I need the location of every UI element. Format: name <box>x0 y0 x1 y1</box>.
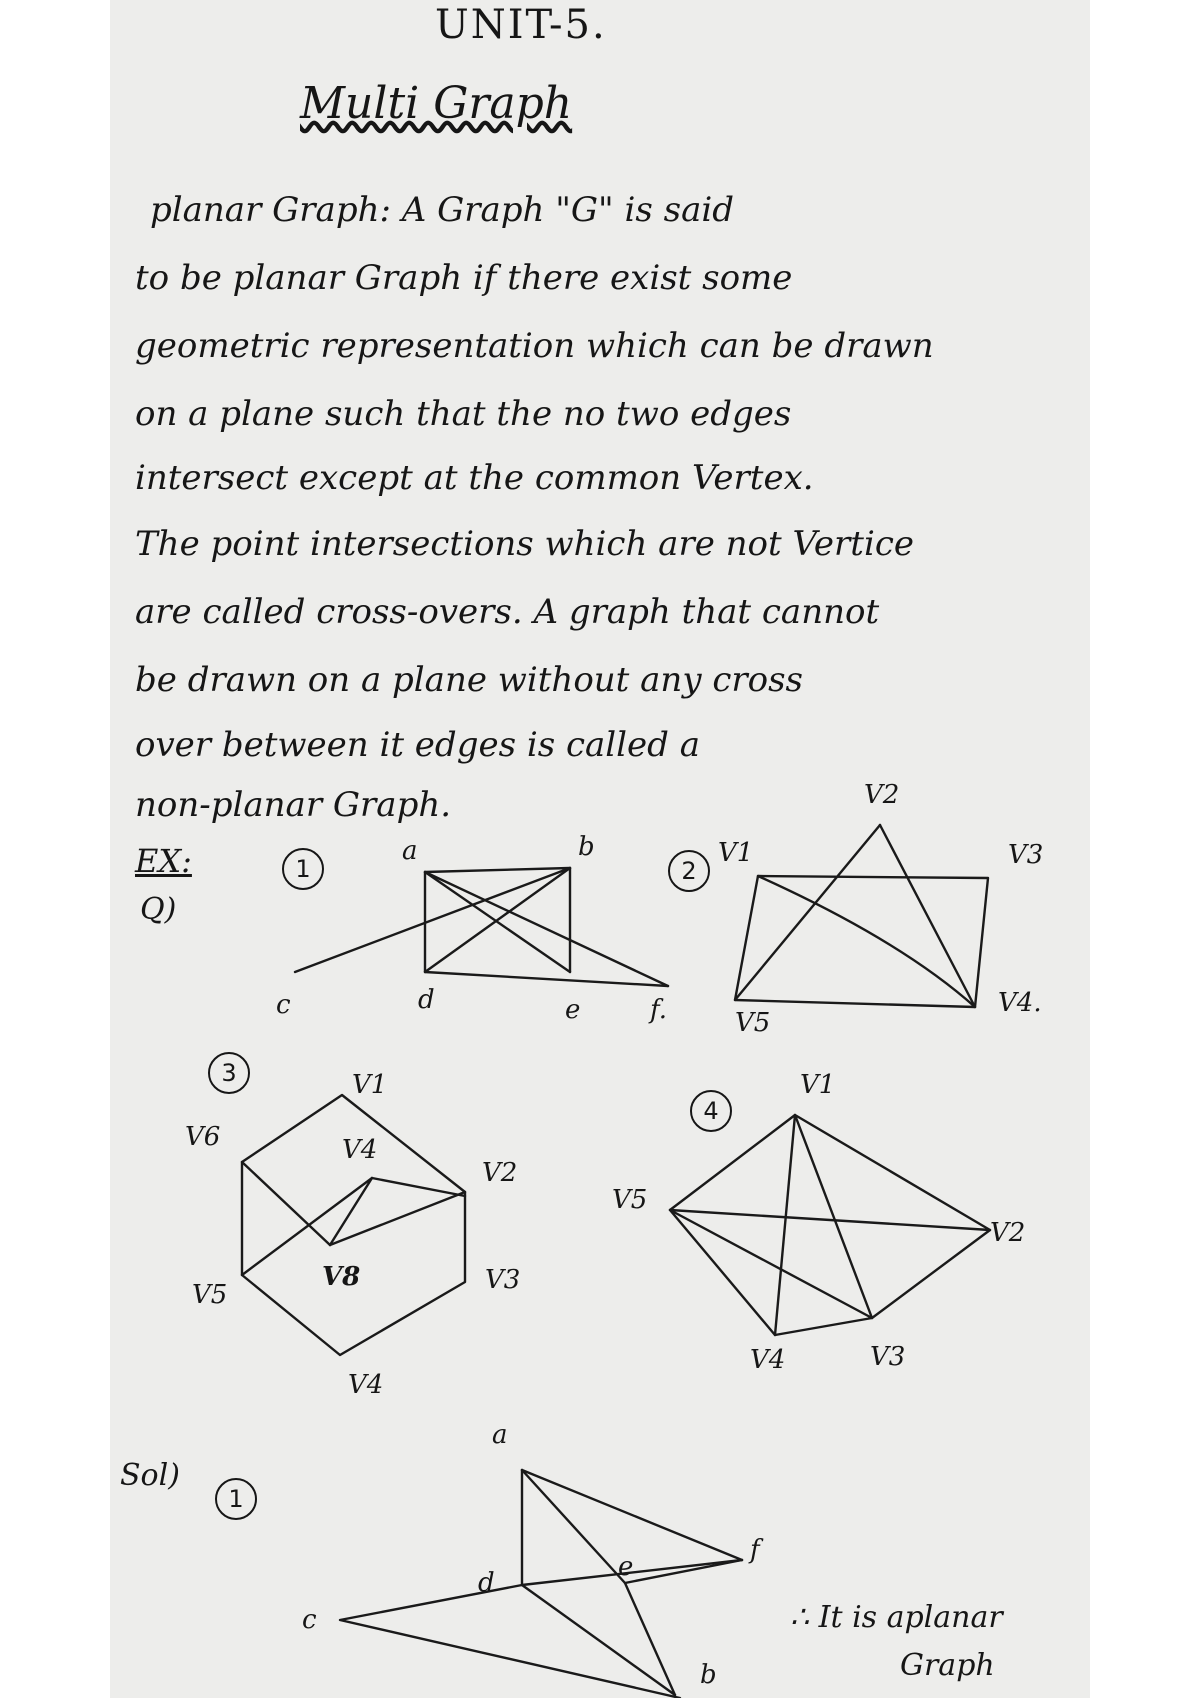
definition-line: intersect except at the common Vertex. <box>135 458 814 498</box>
definition-line: on a plane such that the no two edges <box>135 394 792 434</box>
graph-2-diagram <box>735 825 988 1007</box>
vertex-label: V5 <box>735 1008 771 1038</box>
vertex-label: b <box>578 832 595 862</box>
vertex-label: V3 <box>870 1342 906 1372</box>
vertex-label: V1 <box>800 1070 836 1100</box>
graph-3-diagram <box>242 1095 465 1355</box>
definition-line: are called cross-overs. A graph that cannot <box>135 592 880 632</box>
example-label: EX: <box>135 842 192 880</box>
conclusion-text: Graph <box>900 1648 995 1683</box>
definition-line: non-planar Graph. <box>135 785 452 825</box>
vertex-label: V1 <box>718 838 754 868</box>
vertex-label: e <box>618 1552 634 1582</box>
vertex-label: V4 <box>750 1345 786 1375</box>
vertex-label: d <box>418 985 435 1015</box>
vertex-label: f <box>750 1535 760 1565</box>
vertex-label: V5 <box>192 1280 228 1310</box>
vertex-label: V2 <box>482 1158 518 1188</box>
definition-line: The point intersections which are not Vertice <box>135 524 914 564</box>
graph-number-4: 4 <box>690 1090 732 1132</box>
vertex-label: V2 <box>864 780 900 810</box>
definition-line: over between it edges is called a <box>135 725 700 765</box>
page-title: Multi Graph <box>300 78 573 129</box>
vertex-label: c <box>276 990 291 1020</box>
vertex-label: V8 <box>322 1262 361 1292</box>
vertex-label: V2 <box>990 1218 1026 1248</box>
definition-line: planar Graph: A Graph "G" is said <box>150 190 734 230</box>
vertex-label: V6 <box>185 1122 221 1152</box>
graph-number-1: 1 <box>282 848 324 890</box>
definition-line: geometric representation which can be drawn <box>135 326 934 366</box>
graph-number-2: 2 <box>668 850 710 892</box>
graph-number-3: 3 <box>208 1052 250 1094</box>
vertex-label: a <box>402 836 418 866</box>
graph-1-diagram <box>295 868 668 986</box>
solution-number: 1 <box>215 1478 257 1520</box>
definition-line: to be planar Graph if there exist some <box>135 258 793 298</box>
vertex-label: V3 <box>485 1265 521 1295</box>
conclusion-text: ∴ It is aplanar <box>790 1600 1003 1635</box>
vertex-label: V4 <box>348 1370 384 1400</box>
unit-heading: UNIT-5. <box>435 2 607 48</box>
definition-line: be drawn on a plane without any cross <box>135 660 803 700</box>
vertex-label: V4. <box>998 988 1042 1018</box>
vertex-label: V3 <box>1008 840 1044 870</box>
solution-graph-diagram <box>340 1470 742 1698</box>
vertex-label: c <box>302 1605 317 1635</box>
vertex-label: V4 <box>342 1135 378 1165</box>
graph-4-diagram <box>670 1115 990 1335</box>
solution-label: Sol) <box>120 1458 180 1493</box>
vertex-label: e <box>565 995 581 1025</box>
vertex-label: b <box>700 1660 717 1690</box>
vertex-label: f. <box>650 995 667 1025</box>
question-label: Q) <box>140 892 177 927</box>
vertex-label: V5 <box>612 1185 648 1215</box>
vertex-label: a <box>492 1420 508 1450</box>
vertex-label: V1 <box>352 1070 388 1100</box>
vertex-label: d <box>478 1568 495 1598</box>
